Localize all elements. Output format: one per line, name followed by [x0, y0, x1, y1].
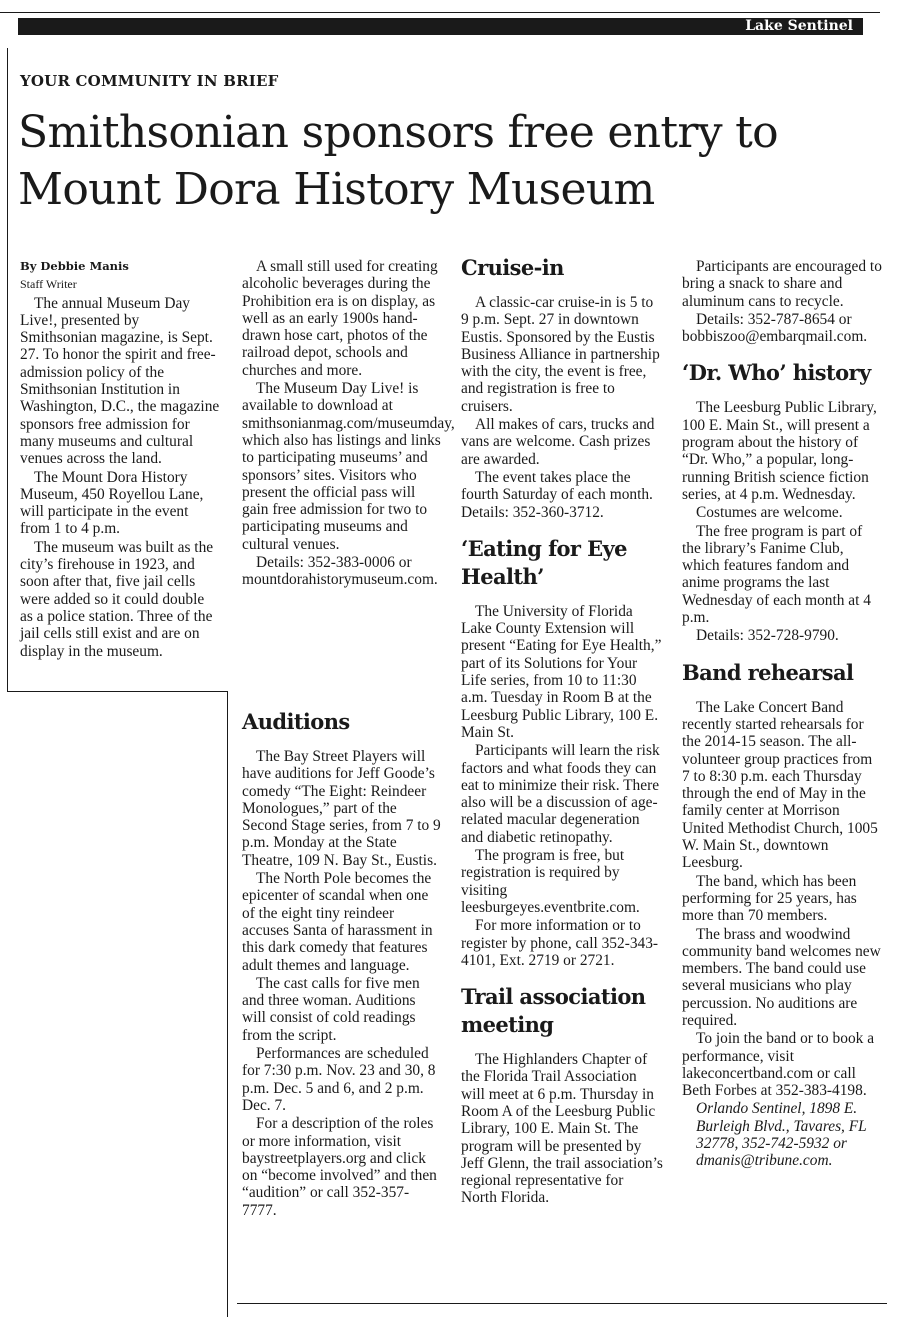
- brief-paragraph: Details: 352-787-8654 or bobbiszoo@embarqmail.com.: [682, 310, 868, 346]
- brief-paragraph: The cast calls for five men and three woman. Auditions will consist of cold readings from the script.: [242, 974, 420, 1044]
- brief-paragraph: To join the band or to book a performance, visit lakeconcertband.com or call Beth Forbes at 352-383-4198.: [682, 1030, 875, 1100]
- byline: By Debbie Manis: [20, 259, 129, 273]
- brief-paragraph: Performances are scheduled for 7:30 p.m. Nov. 23 and 30, 8 p.m. Dec. 5 and 6, and 2 p.m. Dec. 7.: [242, 1045, 436, 1114]
- credit-line: Burleigh Blvd., Tavares, FL: [696, 1117, 867, 1135]
- bottom-rule: [237, 1303, 887, 1304]
- story-paragraph: The annual Museum Day Live!, presented by Smithsonian magazine, is Sept. 27. To honor the spirit and free-admission policy of the Smithsonian Institution in Washington, D.C., the magazine sponsors free admission for many museums and cultural venues across the land.: [20, 294, 220, 468]
- story-paragraph: The Mount Dora History Museum, 450 Royellou Lane, will participate in the event from 1 to 4 p.m.: [20, 468, 204, 538]
- column-2: [242, 258, 455, 590]
- credit-line: Orlando Sentinel, 1898 E.: [696, 1100, 858, 1118]
- brief-paragraph: For a description of the roles or more information, visit baystreetplayers.org and click on “become involved” and then “audition” or call 352-357-7777.: [242, 1115, 437, 1219]
- left-border: [7, 48, 8, 691]
- column-1: [20, 258, 220, 661]
- brief-paragraph: The North Pole becomes the epicenter of scandal when one of the eight tiny reindeer accuses Santa of harassment in this dark comedy that features adult themes and language.: [242, 870, 433, 974]
- brief-paragraph: For more information or to register by phone, call 352-343-4101, Ext. 2719 or 2721.: [461, 917, 659, 969]
- headline: Smithsonian sponsors free entry to Mount Dora History Museum: [18, 107, 778, 215]
- story-box-bottom: [7, 691, 227, 692]
- brief-paragraph: Participants are encouraged to bring a snack to share and aluminum cans to recycle.: [682, 258, 882, 310]
- auditions-brief: [242, 708, 442, 1220]
- credit-line: 32778, 352-742-5932 or: [696, 1135, 847, 1153]
- brief-paragraph: The Highlanders Chapter of the Florida Trail Association will meet at 6 p.m. Thursday in Room A of the Leesburg Public Library, 100 E. Main St. The program will be presented by Jeff Glenn, the trail association’s regional representative for North Florida.: [461, 1051, 663, 1207]
- brief-paragraph: The event takes place the fourth Saturday of each month. Details: 352-360-3712.: [461, 468, 653, 521]
- brief-paragraph: Costumes are welcome.: [696, 504, 843, 522]
- byline-role: Staff Writer: [20, 277, 77, 292]
- brief-paragraph: The Lake Concert Band recently started rehearsals for the 2014-15 season. The all-volunteer group practices from 7 to 8:30 p.m. each Thursday through the end of May in the family center at Morrison United Methodist Church, 1005 W. Main St., downtown Leesburg.: [682, 698, 878, 872]
- section-kicker: YOUR COMMUNITY IN BRIEF: [20, 72, 279, 90]
- publication-name: Lake Sentinel: [745, 18, 853, 34]
- brief-paragraph: The University of Florida Lake County Extension will present “Eating for Eye Health,” part of its Solutions for Your Life series, from 10 to 11:30 a.m. Tuesday in Room B at the Leesburg Public Library, 100 E. Main St.: [461, 602, 662, 741]
- brief-paragraph: Details: 352-728-9790.: [696, 627, 839, 645]
- credit-line: dmanis@tribune.com.: [696, 1152, 833, 1170]
- column-3: [461, 254, 663, 1208]
- brief-paragraph: The band, which has been performing for 25 years, has more than 70 members.: [682, 872, 857, 925]
- brief-paragraph: A classic-car cruise-in is 5 to 9 p.m. Sept. 27 in downtown Eustis. Sponsored by the Eustis Business Alliance in partnership with the city, the event is free, and registration is free to cruisers.: [461, 294, 660, 415]
- story-paragraph: Details: 352-383-0006 or mountdorahistorymuseum.com.: [242, 554, 438, 589]
- cruise-in-title: Cruise-in: [461, 255, 564, 280]
- brief-paragraph: The Bay Street Players will have auditions for Jeff Goode’s comedy “The Eight: Reindeer Monologues,” part of the Second Stage series, from 7 to 9 p.m. Monday at the State Theatre, 109 N. Bay St., Eustis.: [242, 748, 441, 869]
- brief-paragraph: All makes of cars, trucks and vans are welcome. Cash prizes are awarded.: [461, 416, 655, 468]
- band-title: Band rehearsal: [682, 659, 854, 685]
- auditions-title: Auditions: [242, 709, 350, 734]
- brief-paragraph: The program is free, but registration is required by visiting leesburgeyes.eventbrite.com.: [461, 847, 640, 916]
- publication-bar: [18, 18, 863, 35]
- contact-credit: [682, 1100, 882, 1169]
- brief-paragraph: Participants will learn the risk factors and what foods they can eat to minimize their risk. There also will be a discussion of age-related macular degeneration and diabetic retinopathy.: [461, 742, 660, 846]
- brief-paragraph: The Leesburg Public Library, 100 E. Main St., will present a program about the history of “Dr. Who,” a popular, long-running British science fiction series, at 4 p.m. Wednesday.: [682, 399, 877, 503]
- story-paragraph: A small still used for creating alcoholic beverages during the Prohibition era is on display, as well as an early 1900s hand-drawn hose cart, photos of the railroad depot, schools and churches and more.: [242, 258, 438, 379]
- dr-who-title: ‘Dr. Who’ history: [682, 360, 871, 386]
- eye-health-title: ‘Eating for Eye Health’: [461, 535, 627, 589]
- story-box-right: [227, 691, 228, 1317]
- column-4: [682, 258, 882, 1171]
- trail-title: Trail association meeting: [461, 984, 646, 1038]
- brief-paragraph: The free program is part of the library’s Fanime Club, which features fandom and anime programs the last Wednesday of each month at 4 p.m.: [682, 522, 871, 627]
- top-rule: [0, 12, 880, 13]
- story-paragraph: The museum was built as the city’s firehouse in 1923, and soon after that, five jail cells were added so it could double as a police station. Three of the jail cells still exist and are on display in the museum.: [20, 538, 214, 660]
- brief-paragraph: The brass and woodwind community band welcomes new members. The band could use several musicians who play percussion. No auditions are required.: [682, 925, 881, 1029]
- story-paragraph: The Museum Day Live! is available to download at smithsonianmag.com/museumday, which also has listings and links to participating museums’ and sponsors’ sites. Visitors who present the official pass will gain free admission for two to participating museums and cultural venues.: [242, 380, 455, 553]
